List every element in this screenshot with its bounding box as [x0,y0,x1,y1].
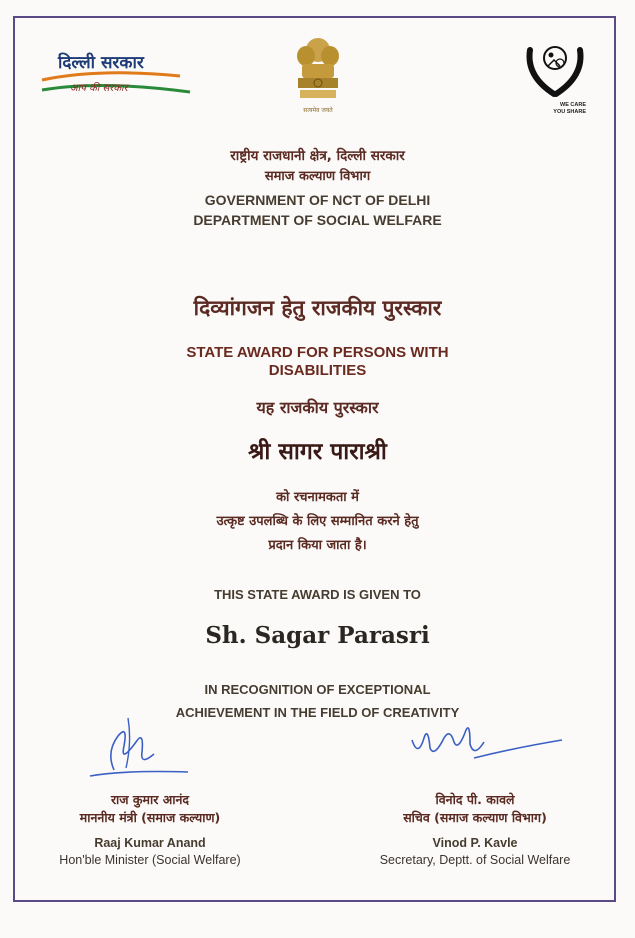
minister-signature [84,712,194,784]
award-intro-hindi: यह राजकीय पुरस्कार [256,398,379,417]
welfare-logo-tagline [524,102,586,116]
minister-name-english: Raaj Kumar Anand [94,836,206,850]
delhi-sarkar-logo [40,46,200,106]
recipient-name-hindi: श्री सागर पाराश्री [248,439,387,465]
award-body-hindi-line-1: को रचनामकता में [276,490,359,505]
secretary-name-hindi: विनोद पी. कावले [435,792,515,807]
welfare-tagline-line-2: YOU SHARE [553,109,586,115]
award-title-hindi: दिव्यांगजन हेतु राजकीय पुरस्कार [193,296,442,320]
header-english-line-1: GOVERNMENT OF NCT OF DELHI [204,192,431,208]
header-hindi-line-1: राष्ट्रीय राजधानी क्षेत्र, दिल्ली सरकार [230,148,405,164]
award-title-english-line-1: STATE AWARD FOR PERSONS WITH [186,344,449,361]
minister-title-english: Hon'ble Minister (Social Welfare) [59,853,241,867]
recipient-name-english: Sh. Sagar Parasri [205,622,430,649]
emblem-motto: सत्यमेव जयते [303,107,333,114]
delhi-logo-tagline: आप की सरकार [70,83,128,94]
welfare-tagline-line-1: WE CARE [560,102,586,108]
lion-capital-icon [288,34,348,106]
national-emblem [288,34,348,114]
header-english-line-2: DEPARTMENT OF SOCIAL WELFARE [193,212,442,228]
delhi-logo-title: दिल्ली सरकार [58,53,144,73]
minister-name-hindi: राज कुमार आनंद [110,792,190,807]
recognition-line-2: ACHIEVEMENT IN THE FIELD OF CREATIVITY [175,705,460,720]
award-given-to: THIS STATE AWARD IS GIVEN TO [214,587,421,602]
secretary-signature [404,718,574,782]
header-hindi-line-2: समाज कल्याण विभाग [264,169,371,184]
social-welfare-logo [522,36,588,118]
secretary-title-english: Secretary, Deptt. of Social Welfare [379,853,571,867]
secretary-name-english: Vinod P. Kavle [432,836,518,850]
award-body-hindi-line-2: उत्कृष्ट उपलब्धि के लिए सम्मानित करने हेतु [216,514,419,529]
award-title-english-line-2: DISABILITIES [268,362,367,379]
care-hands-icon [522,36,588,102]
minister-title-hindi: माननीय मंत्री (समाज कल्याण) [79,810,221,825]
secretary-title-hindi: सचिव (समाज कल्याण विभाग) [403,810,547,825]
award-body-hindi-line-3: प्रदान किया जाता है। [268,538,367,553]
recognition-line-1: IN RECOGNITION OF EXCEPTIONAL [204,682,431,697]
